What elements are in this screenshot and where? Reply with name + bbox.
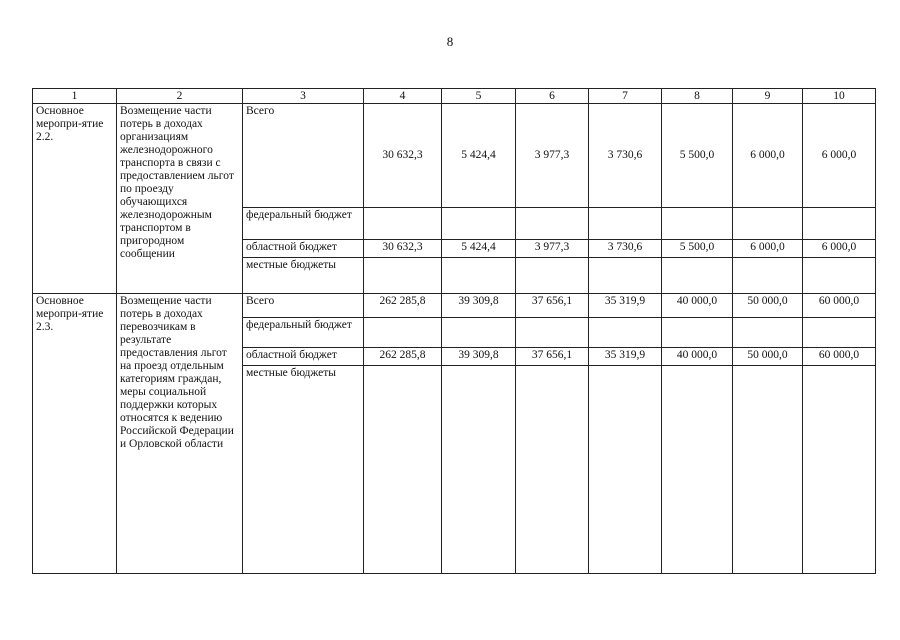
row-label: местные бюджеты [243, 258, 364, 294]
value-cell [516, 318, 589, 348]
value-cell [589, 366, 662, 574]
value-cell: 50 000,0 [733, 294, 803, 318]
value-cell [803, 208, 876, 240]
budget-table [32, 88, 876, 574]
value-cell [589, 318, 662, 348]
value-cell: 5 500,0 [662, 240, 733, 258]
header-cell: 4 [364, 89, 442, 104]
value-cell: 30 632,3 [364, 104, 442, 208]
row-label: областной бюджет [243, 348, 364, 366]
value-cell [442, 258, 516, 294]
measure-description: Возмещение части потерь в доходах перевозчикам в результате предоставления льгот на проезд отдельным категориям граждан, меры социальной поддержки которых относятся к ведению Российской Федерации и Орловской области [117, 294, 243, 574]
table-row [33, 294, 876, 318]
value-cell [589, 258, 662, 294]
value-cell: 6 000,0 [803, 240, 876, 258]
measure-description: Возмещение части потерь в доходах организациям железнодорожного транспорта в связи с предоставлением льгот по проезду обучающихся железнодорожным транспортом в пригородном сообщении [117, 104, 243, 294]
value-cell [516, 366, 589, 574]
value-cell [733, 366, 803, 574]
page-number: 8 [446, 34, 454, 49]
value-cell [516, 258, 589, 294]
header-cell: 10 [803, 89, 876, 104]
value-cell: 262 285,8 [364, 294, 442, 318]
value-cell [442, 366, 516, 574]
value-cell: 5 424,4 [442, 104, 516, 208]
value-cell: 39 309,8 [442, 294, 516, 318]
value-cell: 6 000,0 [733, 104, 803, 208]
header-cell: 5 [442, 89, 516, 104]
value-cell: 5 424,4 [442, 240, 516, 258]
value-cell: 60 000,0 [803, 348, 876, 366]
value-cell: 50 000,0 [733, 348, 803, 366]
value-cell: 6 000,0 [803, 104, 876, 208]
value-cell [733, 318, 803, 348]
value-cell [364, 208, 442, 240]
value-cell: 39 309,8 [442, 348, 516, 366]
value-cell: 3 730,6 [589, 240, 662, 258]
value-cell [662, 208, 733, 240]
value-cell [662, 366, 733, 574]
value-cell [364, 258, 442, 294]
measure-title: Основное меропри-ятие 2.3. [33, 294, 117, 574]
value-cell: 6 000,0 [733, 240, 803, 258]
value-cell: 3 730,6 [589, 104, 662, 208]
measure-title: Основное меропри-ятие 2.2. [33, 104, 117, 294]
value-cell: 3 977,3 [516, 104, 589, 208]
value-cell [733, 258, 803, 294]
value-cell: 40 000,0 [662, 294, 733, 318]
header-cell: 8 [662, 89, 733, 104]
header-cell: 3 [243, 89, 364, 104]
value-cell [364, 366, 442, 574]
header-cell: 6 [516, 89, 589, 104]
row-label: федеральный бюджет [243, 208, 364, 240]
value-cell [662, 258, 733, 294]
header-cell: 9 [733, 89, 803, 104]
value-cell [662, 318, 733, 348]
value-cell: 40 000,0 [662, 348, 733, 366]
value-cell: 30 632,3 [364, 240, 442, 258]
value-cell: 5 500,0 [662, 104, 733, 208]
header-cell: 1 [33, 89, 117, 104]
table-row [33, 104, 876, 208]
value-cell [733, 208, 803, 240]
row-label: федеральный бюджет [243, 318, 364, 348]
value-cell: 37 656,1 [516, 348, 589, 366]
value-cell: 37 656,1 [516, 294, 589, 318]
value-cell [364, 318, 442, 348]
value-cell [442, 318, 516, 348]
value-cell [803, 318, 876, 348]
header-row [33, 89, 876, 104]
row-label: Всего [243, 294, 364, 318]
value-cell [589, 208, 662, 240]
row-label: местные бюджеты [243, 366, 364, 574]
value-cell [442, 208, 516, 240]
value-cell [803, 366, 876, 574]
value-cell [803, 258, 876, 294]
header-cell: 2 [117, 89, 243, 104]
header-cell: 7 [589, 89, 662, 104]
row-label: областной бюджет [243, 240, 364, 258]
value-cell: 35 319,9 [589, 294, 662, 318]
value-cell [516, 208, 589, 240]
value-cell: 60 000,0 [803, 294, 876, 318]
row-label: Всего [243, 104, 364, 208]
value-cell: 35 319,9 [589, 348, 662, 366]
value-cell: 262 285,8 [364, 348, 442, 366]
value-cell: 3 977,3 [516, 240, 589, 258]
